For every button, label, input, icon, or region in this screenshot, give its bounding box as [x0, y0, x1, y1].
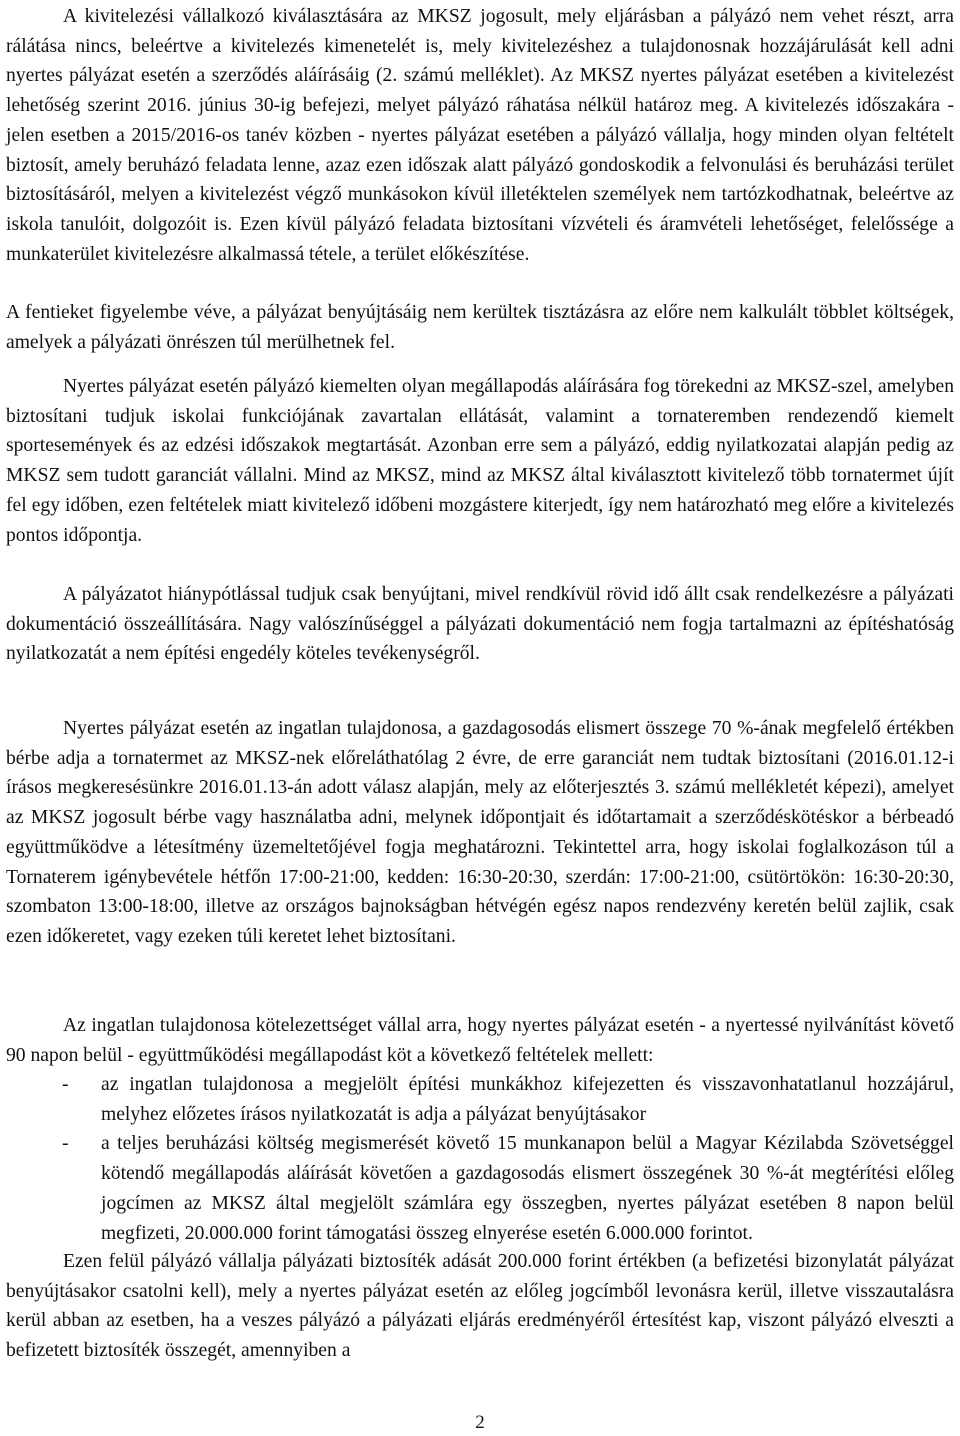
paragraph-kivitelezes: A kivitelezési vállalkozó kiválasztására az MKSZ jogosult, mely eljárásban a pályázó nem vehet részt, arra rálátása nincs, beleértve a kivitelezés kimenetelét is, mely kivitelezéshez a tulajdonosnak hozzájárulását kell adni nyertes pályázat esetén a szerződés aláírásáig (2. számú melléklet). Az MKSZ nyertes pályázat esetében a kivitelezést lehetőség szerint 2016. június 30-ig befejezi, melyet pályázó ráhatása nélkül határoz meg. A kivitelezés időszakára - jelen esetben a 2015/2016-os tanév közben - nyertes pályázat esetében a pályázó vállalja, hogy minden olyan feltételt biztosít, amely beruházó feladata lenne, azaz ezen időszak alatt pályázó gondoskodik a felvonulási és beruházási terület biztosításáról, melyen a kivitelezést végző munkásokon kívül illetéktelen személyek nem tartózkodhatnak, beleértve az iskola tanulóit, dolgozóit is. Ezen kívül pályázó feladata biztosítani vízvételi és áramvételi lehetőséget, felelőssége a munkaterület kivitelezésre alkalmassá tétele, a terület előkészítése. [6, 6, 954, 265]
list-item [6, 1129, 954, 1248]
paragraph-hianypotlas: A pályázatot hiánypótlással tudjuk csak benyújtani, mivel rendkívül rövid idő állt csak rendelkezésre a pályázati dokumentáció összeállítására. Nagy valószínűséggel a pályázati dokumentáció nem fogja tartalmazni az építéshatóság nyilatkozatát a nem építési engedély köteles tevékenységről. [6, 584, 954, 665]
list-marker: - [62, 1074, 69, 1095]
paragraph-kotelezettseg: Az ingatlan tulajdonosa kötelezettséget vállal arra, hogy nyertes pályázat esetén - a nyertessé nyilvánítást követő 90 napon belül - együttműködési megállapodást köt a következő feltételek mellett: [6, 1015, 954, 1066]
paragraph-biztositek: Ezen felül pályázó vállalja pályázati biztosíték adását 200.000 forint értékben (a befizetési bizonylatát pályázat benyújtásakor csatolni kell), mely a nyertes pályázat esetén az előleg jogcímből levonásra kerül, illetve visszautalásra kerül abban az esetben, ha a veszes pályázó a pályázati eljárás eredményéről értesítést kap, viszont pályázó elveszti a befizetett biztosíték összegét, amennyiben a [6, 1251, 954, 1362]
list-item-text: az ingatlan tulajdonosa a megjelölt építési munkákhoz kifejezetten és visszavonhatatlanul hozzájárul, melyhez előzetes írásos nyilatkozatát is adja a pályázat benyújtásakor [101, 1074, 954, 1125]
list-item-text: a teljes beruházási költség megismerését követő 15 munkanapon belül a Magyar Kézilabda Szövetséggel kötendő megállapodás aláírását követően a gazdagosodás elismert összegének 30 %-át megtérítési előleg jogcímen az MKSZ által megjelölt számlára egy összegben, nyertes pályázat esetében 8 napon belül megfizeti, 20.000.000 forint támogatási összeg elnyerése esetén 6.000.000 forintot. [101, 1133, 954, 1244]
paragraph-tulajdonos-berbeadas: Nyertes pályázat esetén az ingatlan tulajdonosa, a gazdagosodás elismert összege 70 %-ának megfelelő értékben bérbe adja a tornatermet az MKSZ-nek előreláthatólag 2 évre, de erre garanciát nem tudtak biztosítani (2016.01.12-i írásos megkeresésünkre 2016.01.13-án adott válasz alapján, mely az előterjesztés 3. számú mellékletét képezi), amelyet az MKSZ jogosult bérbe vagy használatba adni, melynek időpontjait és időtartamait a szerződéskötéskor a bérbeadó együttműködve a létesítmény üzemeltetőjével fogja meghatározni. Tekintettel arra, hogy iskolai foglalkozáson túl a Tornaterem igénybevétele hétfőn 17:00-21:00, kedden: 16:30-20:30, szerdán: 17:00-21:00, csütörtökön: 16:30-20:30, szombaton 13:00-18:00, illetve az országos bajnokságban hétvégén egész napos rendezvény keretén belül zajlik, csak ezen időkeretet, vagy ezeken túli keretet lehet biztosítani. [6, 718, 954, 947]
paragraph-nyertes-megallapodas: Nyertes pályázat esetén pályázó kiemelten olyan megállapodás aláírására fog törekedni az MKSZ-szel, amelyben biztosítani tudjuk iskolai funkciójának zavartalan ellátását, valamint a tornateremben rendezendő kiemelt sportesemények és az edzési időszakok megtartását. Azonban erre sem a pályázó, eddig nyilatkozatai alapján pedig az MKSZ sem tudott garanciát vállalni. Mind az MKSZ, mind az MKSZ által kiválasztott kivitelező több tornatermet újít fel egy időben, ezen feltételek miatt kivitelező időbeni mozgástere kiterjedt, így nem határozható meg előre a kivitelezés pontos időpontja. [6, 376, 954, 546]
list-item [6, 1070, 954, 1129]
page-number: 2 [475, 1412, 485, 1433]
paragraph-fentieket: A fentieket figyelembe véve, a pályázat benyújtásáig nem kerültek tisztázásra az előre nem kalkulált többlet költségek, amelyek a pályázati önrészen túl merülhetnek fel. [6, 302, 954, 353]
conditions-list [6, 1070, 954, 1248]
list-marker: - [62, 1133, 69, 1155]
